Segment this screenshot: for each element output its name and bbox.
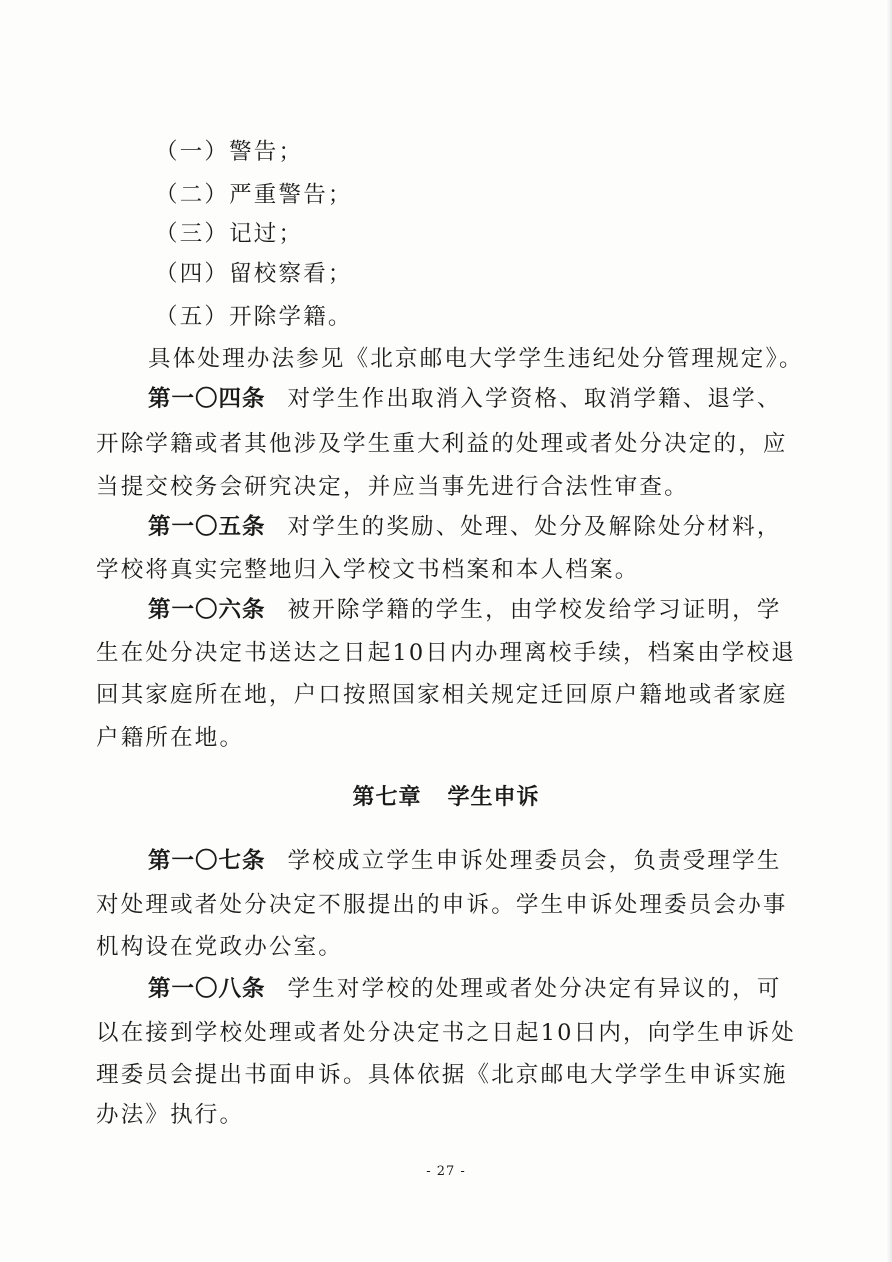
article-104-line-1: 对学生作出取消入学资格、取消学籍、退学、 bbox=[287, 386, 782, 412]
article-104-line-3: 当提交校务会研究决定，并应当事先进行合法性审查。 bbox=[96, 474, 689, 500]
chapter-heading bbox=[0, 780, 892, 811]
penalty-item-serious-warning: （二）严重警告； bbox=[155, 182, 353, 208]
article-107-line-2: 对处理或者处分决定不服提出的申诉。学生申诉处理委员会办事 bbox=[96, 892, 788, 918]
article-108-line-2: 以在接到学校处理或者处分决定书之日起10日内，向学生申诉处 bbox=[96, 1020, 796, 1046]
article-108-line-1: 学生对学校的处理或者处分决定有异议的，可 bbox=[287, 976, 782, 1002]
article-107-label: 第一〇七条 bbox=[148, 848, 266, 874]
article-108 bbox=[148, 974, 892, 1004]
article-105 bbox=[148, 512, 892, 542]
article-106-label: 第一〇六条 bbox=[148, 597, 266, 623]
penalty-item-warning: （一）警告； bbox=[155, 139, 304, 165]
article-107-line-3: 机构设在党政办公室。 bbox=[96, 934, 344, 960]
article-104-line-2: 开除学籍或者其他涉及学生重大利益的处理或者处分决定的，应 bbox=[96, 431, 788, 457]
article-106-line-3: 回其家庭所在地，户口按照国家相关规定迁回原户籍地或者家庭 bbox=[96, 682, 788, 708]
article-108-label: 第一〇八条 bbox=[148, 976, 266, 1002]
article-108-line-3: 理委员会提出书面申诉。具体依据《北京邮电大学学生申诉实施 bbox=[96, 1062, 788, 1088]
article-105-line-2: 学校将真实完整地归入学校文书档案和本人档案。 bbox=[96, 557, 640, 583]
article-108-line-4: 办法》执行。 bbox=[96, 1102, 245, 1128]
chapter-title: 学生申诉 bbox=[447, 785, 540, 810]
article-105-line-1: 对学生的奖励、处理、处分及解除处分材料， bbox=[287, 514, 782, 540]
page-number: - 27 - bbox=[426, 1164, 466, 1179]
penalty-item-probation: （四）留校察看； bbox=[155, 261, 353, 287]
article-104-label: 第一〇四条 bbox=[148, 386, 266, 412]
penalty-item-demerit: （三）记过； bbox=[155, 221, 304, 247]
article-106-line-1: 被开除学籍的学生，由学校发给学习证明，学 bbox=[287, 597, 782, 623]
article-106-line-2: 生在处分决定书送达之日起10日内办理离校手续，档案由学校退 bbox=[96, 640, 796, 666]
article-106 bbox=[148, 595, 892, 625]
article-106-line-4: 户籍所在地。 bbox=[96, 725, 245, 751]
article-104 bbox=[148, 384, 892, 414]
article-107-line-1: 学校成立学生申诉处理委员会，负责受理学生 bbox=[287, 848, 782, 874]
reference-paragraph: 具体处理办法参见《北京邮电大学学生违纪处分管理规定》。 bbox=[148, 346, 804, 372]
article-107 bbox=[148, 846, 892, 876]
article-105-label: 第一〇五条 bbox=[148, 514, 266, 540]
penalty-item-expulsion: （五）开除学籍。 bbox=[155, 304, 353, 330]
chapter-number: 第七章 bbox=[352, 785, 422, 810]
